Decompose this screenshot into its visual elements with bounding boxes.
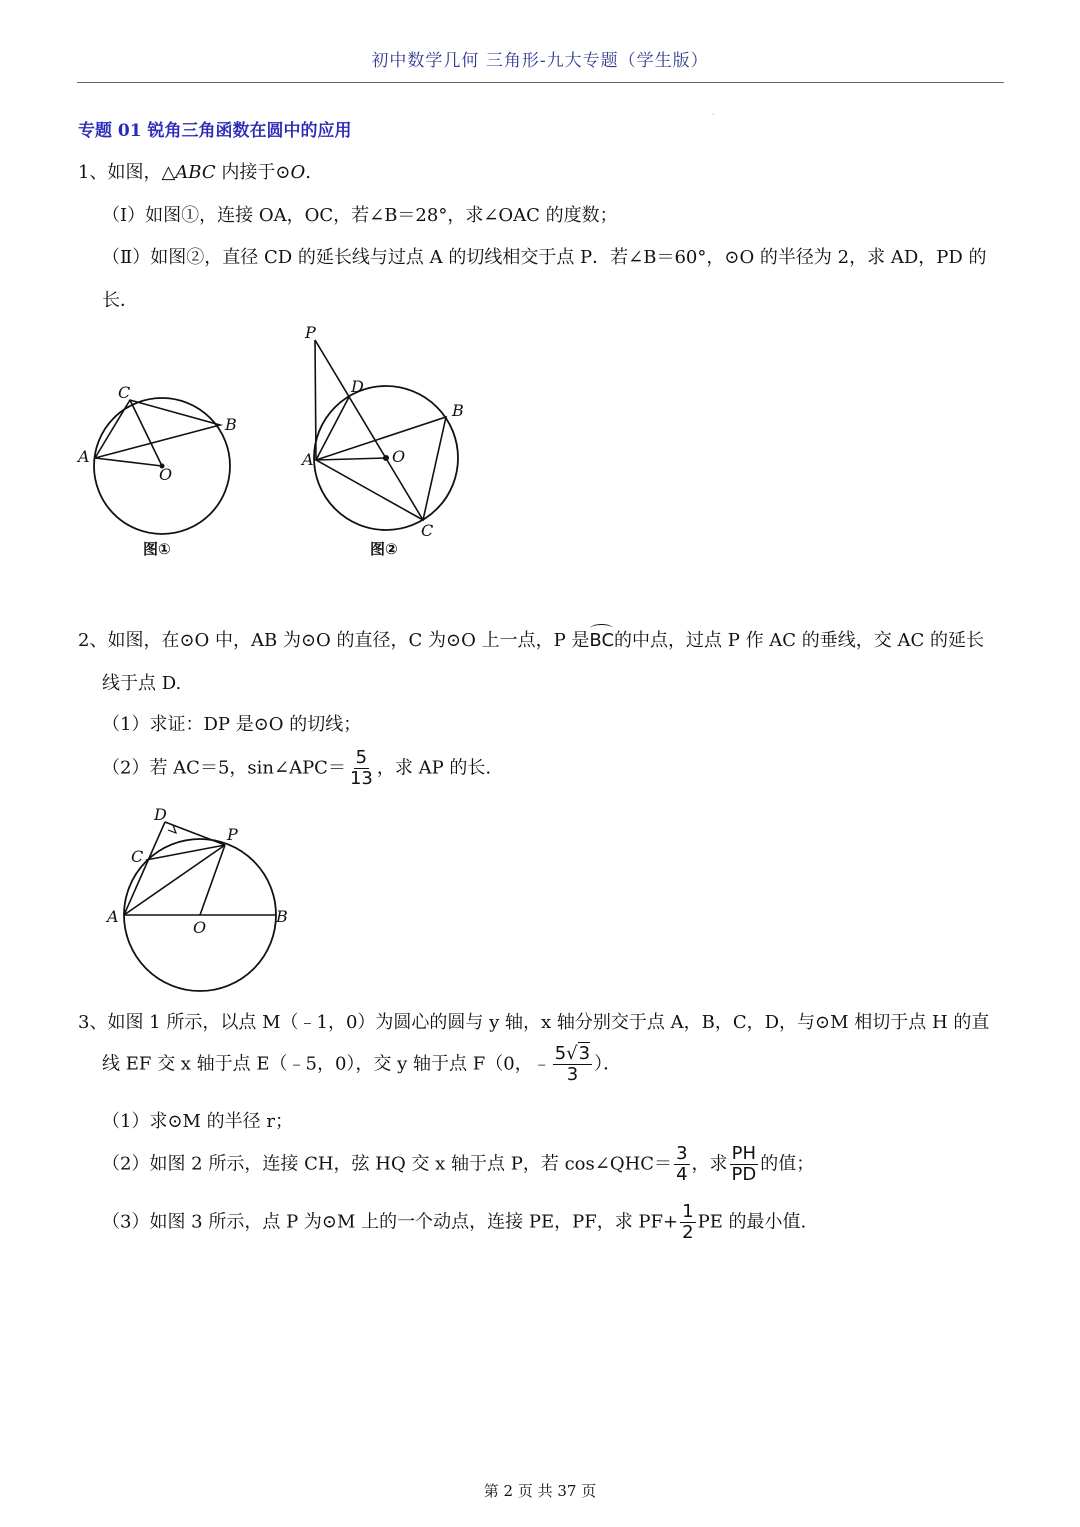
q2-arc-bc: BC xyxy=(589,630,615,651)
q3-part1: （1）求⊙M 的半径 r； xyxy=(102,1111,294,1132)
q3-f-fraction xyxy=(553,1044,592,1085)
fig2-label-d: D xyxy=(351,377,364,396)
q3-cos-fraction xyxy=(674,1144,689,1185)
q3-f-numerator-root: 3 xyxy=(578,1043,591,1064)
q3-half-denominator: 2 xyxy=(682,1222,694,1243)
q3-stem-line2-b: ）． xyxy=(594,1053,622,1075)
q2-fig-label-d: D xyxy=(154,805,167,824)
fig2-label-c: C xyxy=(421,521,434,540)
q2-part2 xyxy=(102,748,491,789)
q3-part2-b: ，求 xyxy=(691,1153,728,1175)
q1-part2-line1: （Ⅱ）如图②，直径 CD 的延长线与过点 A 的切线相交于点 P．若∠B＝60°，⊙O 的半径为 2，求 AD，PD 的 xyxy=(102,247,987,268)
q2-stem-b: 的中点，过点 P 作 AC 的垂线，交 AC 的延长 xyxy=(614,630,985,651)
q2-sin-denominator: 13 xyxy=(349,768,373,789)
q3-part2-c: 的值； xyxy=(760,1153,815,1175)
page-header-title: 初中数学几何 三角形-九大专题（学生版） xyxy=(371,51,709,71)
q2-part2-b: ，求 AP 的长. xyxy=(376,757,492,779)
q3-stem-line2-a: 线 EF 交 x 轴于点 E（﹣5，0），交 y 轴于点 F（0， xyxy=(102,1053,533,1075)
q1-figure-2-caption: 图② xyxy=(370,540,398,558)
q1-stem-end: . xyxy=(305,162,311,183)
q3-part3-b: PE 的最小值. xyxy=(697,1211,807,1233)
q3-half-fraction xyxy=(680,1202,695,1243)
page-footer: 第 2 页 共 37 页 xyxy=(483,1482,597,1500)
q1-part1: （Ⅰ）如图①，连接 OA，OC，若∠B＝28°，求∠OAC 的度数； xyxy=(102,205,618,226)
q2-stem-line1 xyxy=(78,626,984,652)
q2-figure xyxy=(100,800,300,995)
q3-f-denominator: 3 xyxy=(566,1064,579,1085)
q2-sin-fraction xyxy=(348,748,375,789)
q3-ratio-fraction xyxy=(730,1144,759,1185)
q3-cos-denominator: 4 xyxy=(676,1164,688,1185)
q1-stem-mid: 内接于⊙ xyxy=(215,162,291,183)
q2-sin-numerator: 5 xyxy=(355,747,368,768)
q2-fig-label-p: P xyxy=(227,825,238,844)
fig1-label-b: B xyxy=(225,415,237,434)
stray-dot: · xyxy=(712,110,715,119)
fig1-label-o: O xyxy=(159,465,173,484)
q3-part3-a: （3）如图 3 所示，点 P 为⊙M 上的一个动点，连接 PE，PF，求 PF+ xyxy=(102,1211,679,1233)
q1-figure-1-caption: 图① xyxy=(143,540,171,558)
q3-part2-a: （2）如图 2 所示，连接 CH，弦 HQ 交 x 轴于点 P，若 cos∠QHC＝ xyxy=(102,1153,673,1175)
q3-minus-sign: ﹣ xyxy=(532,1053,551,1075)
q2-fig-label-b: B xyxy=(276,907,288,926)
q2-stem-line2: 线于点 D. xyxy=(102,673,182,694)
section-title: 专题 01 锐角三角函数在圆中的应用 xyxy=(78,121,352,141)
q2-fig-label-c: C xyxy=(131,847,144,866)
q1-part2-line2: 长． xyxy=(102,290,138,311)
q3-part2 xyxy=(102,1144,814,1185)
fig1-label-a: A xyxy=(78,447,90,466)
q2-part2-a: （2）若 AC＝5，sin∠APC＝ xyxy=(102,757,346,779)
fig2-label-o: O xyxy=(392,447,406,466)
q2-stem-a: 2、如图，在⊙O 中，AB 为⊙O 的直径，C 为⊙O 上一点，P 是 xyxy=(78,630,590,651)
q2-fig-label-a: A xyxy=(107,907,119,926)
q3-half-numerator: 1 xyxy=(682,1201,694,1222)
q3-stem-line2 xyxy=(102,1044,621,1085)
q3-part3 xyxy=(102,1202,806,1243)
q3-f-numerator: 5√3 xyxy=(554,1043,591,1064)
q2-fig-label-o: O xyxy=(193,918,207,937)
q3-cos-numerator: 3 xyxy=(676,1143,688,1164)
q1-figure-2 xyxy=(295,320,475,550)
fig2-label-b: B xyxy=(452,401,464,420)
fig1-label-c: C xyxy=(118,383,131,402)
q1-stem-circle: O xyxy=(290,162,306,183)
q3-stem-line1: 3、如图 1 所示，以点 M（﹣1，0）为圆心的圆与 y 轴，x 轴分别交于点 A，B，C，D，与⊙M 相切于点 H 的直 xyxy=(78,1012,990,1033)
q1-stem xyxy=(78,158,311,184)
fig2-label-a: A xyxy=(302,450,314,469)
q3-f-numerator-coef: 5 xyxy=(554,1043,567,1064)
q3-ratio-denominator: PD xyxy=(731,1164,757,1185)
fig2-label-p: P xyxy=(305,323,316,342)
q3-ratio-numerator: PH xyxy=(731,1143,757,1164)
q1-stem-triangle: ABC xyxy=(175,162,216,183)
q2-part1: （1）求证：DP 是⊙O 的切线； xyxy=(102,714,362,735)
q1-stem-prefix: 1、如图，△ xyxy=(78,162,176,183)
header-divider xyxy=(77,82,1004,83)
